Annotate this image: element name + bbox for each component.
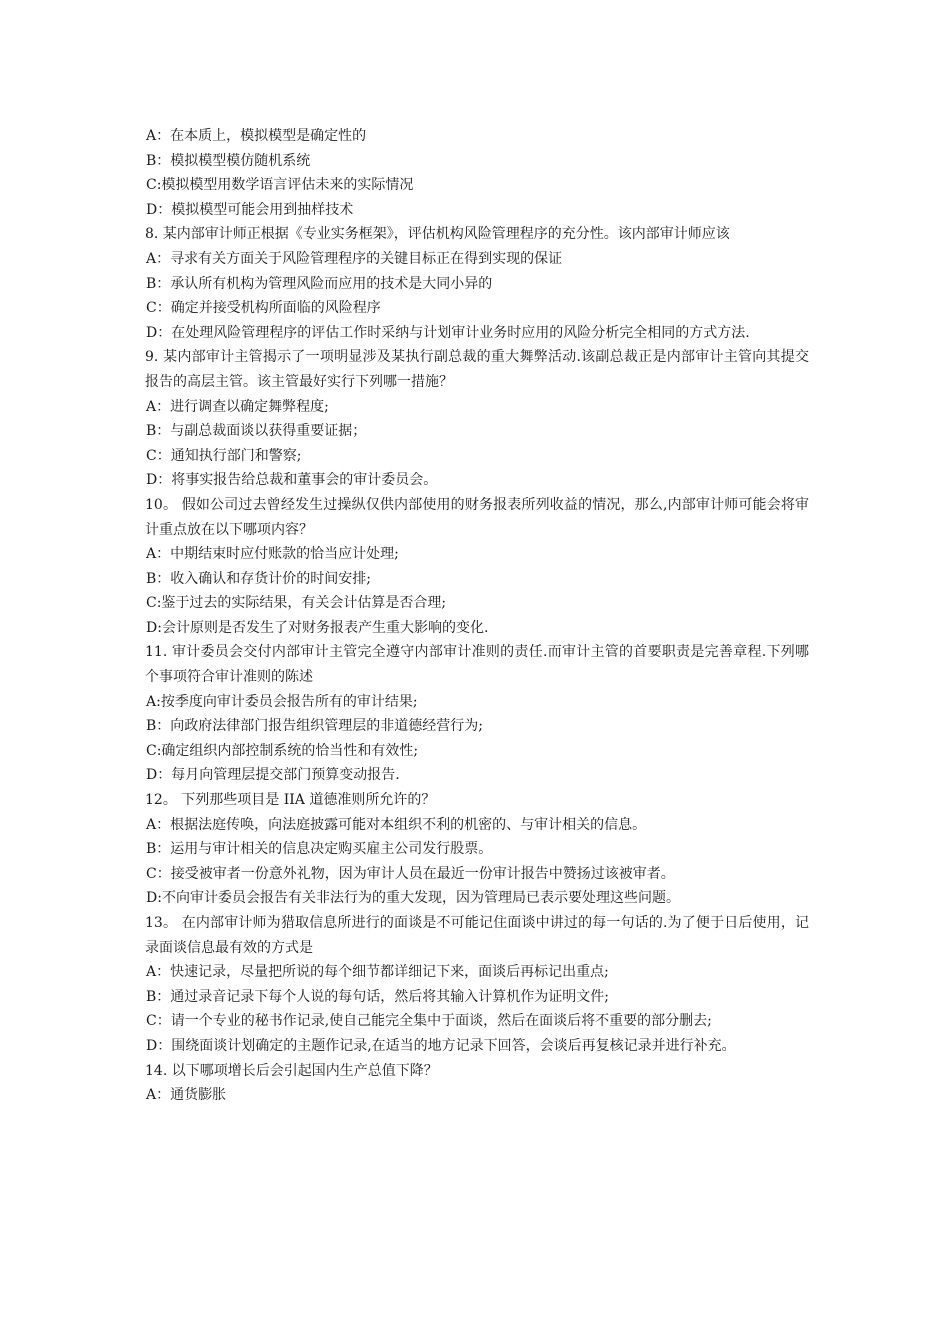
option-line: D：在处理风险管理程序的评估工作时采纳与计划审计业务时应用的风险分析完全相同的方式方法. <box>146 324 750 341</box>
option-line: A：快速记录，尽量把所说的每个细节都详细记下来，面谈后再标记出重点; <box>146 964 609 981</box>
option-line: C：请一个专业的秘书作记录,使自己能完全集中于面谈，然后在面谈后将不重要的部分删去; <box>146 1013 712 1030</box>
option-line: A：根据法庭传唤，向法庭披露可能对本组织不利的机密的、与审计相关的信息。 <box>146 816 647 833</box>
option-line: B：运用与审计相关的信息决定购买雇主公司发行股票。 <box>146 841 493 858</box>
option-line: D：模拟模型可能会用到抽样技术 <box>146 201 354 218</box>
option-line: C：确定并接受机构所面临的风险程序 <box>146 300 381 317</box>
option-line: D：围绕面谈计划确定的主题作记录,在适当的地方记录下回答，会谈后再复核记录并进行补充。 <box>146 1037 736 1054</box>
question-9: 9. 某内部审计主管揭示了一项明显涉及某执行副总裁的重大舞弊活动.该副总裁正是内部审计主管向其提交报告的高层主管。该主管最好实行下列哪一措施？ <box>145 349 809 390</box>
question-11: 11. 审计委员会交付内部审计主管完全遵守内部审计准则的责任.而审计主管的首要职责是完善章程.下列哪个事项符合审计准则的陈述 <box>145 644 809 686</box>
option-line: D:会计原则是否发生了对财务报表产生重大影响的变化. <box>146 619 489 636</box>
option-line: C:模拟模型用数学语言评估未来的实际情况 <box>146 177 414 194</box>
option-line: A:按季度向审计委员会报告所有的审计结果; <box>146 693 418 710</box>
question-12: 12。 下列那些项目是 IIA 道德准则所允许的？ <box>145 792 436 809</box>
option-line: D:不向审计委员会报告有关非法行为的重大发现，因为管理局已表示要处理这些问题。 <box>146 890 680 907</box>
option-line: C:鉴于过去的实际结果，有关会计估算是否合理; <box>146 595 447 612</box>
option-line: B：承认所有机构为管理风险而应用的技术是大同小异的 <box>146 275 493 292</box>
option-line: A：中期结束时应付账款的恰当应计处理; <box>146 546 399 563</box>
option-line: B：向政府法律部门报告组织管理层的非道德经营行为; <box>146 718 484 735</box>
option-line: C：接受被审者一份意外礼物，因为审计人员在最近一份审计报告中赞扬过该被审者。 <box>146 865 675 882</box>
option-line: C:确定组织内部控制系统的恰当性和有效性; <box>146 742 419 759</box>
question-13: 13。 在内部审计师为猎取信息所进行的面谈是不可能记住面谈中讲过的每一句话的.为了便于日后使用，记录面谈信息最有效的方式是 <box>145 915 809 956</box>
question-10: 10。 假如公司过去曾经发生过操纵仅供内部使用的财务报表所列收益的情况，那么,内部审计师可能会将审计重点放在以下哪项内容？ <box>145 496 809 538</box>
option-line: A：在本质上，模拟模型是确定性的 <box>146 128 367 144</box>
document-body <box>145 124 809 1108</box>
question-14: 14. 以下哪项增长后会引起国内生产总值下降？ <box>145 1062 438 1079</box>
option-line: D：将事实报告给总裁和董事会的审计委员会。 <box>146 472 438 489</box>
option-line: B：通过录音记录下每个人说的每句话，然后将其输入计算机作为证明文件; <box>146 988 610 1005</box>
question-8: 8. 某内部审计师正根据《专业实务框架》，评估机构风险管理程序的充分性。该内部审计师应该 <box>145 226 730 243</box>
option-line: B：收入确认和存货计价的时间安排; <box>146 570 372 587</box>
option-line: A：通货膨胀 <box>146 1087 227 1104</box>
option-line: A：寻求有关方面关于风险管理程序的关键目标正在得到实现的保证 <box>146 250 563 267</box>
option-line: B：与副总裁面谈以获得重要证据； <box>146 423 367 440</box>
option-line: B：模拟模型模仿随机系统 <box>146 152 311 169</box>
option-line: D：每月向管理层提交部门预算变动报告. <box>146 767 400 784</box>
option-line: C：通知执行部门和警察; <box>146 447 302 464</box>
option-line: A：进行调查以确定舞弊程度; <box>146 398 329 415</box>
